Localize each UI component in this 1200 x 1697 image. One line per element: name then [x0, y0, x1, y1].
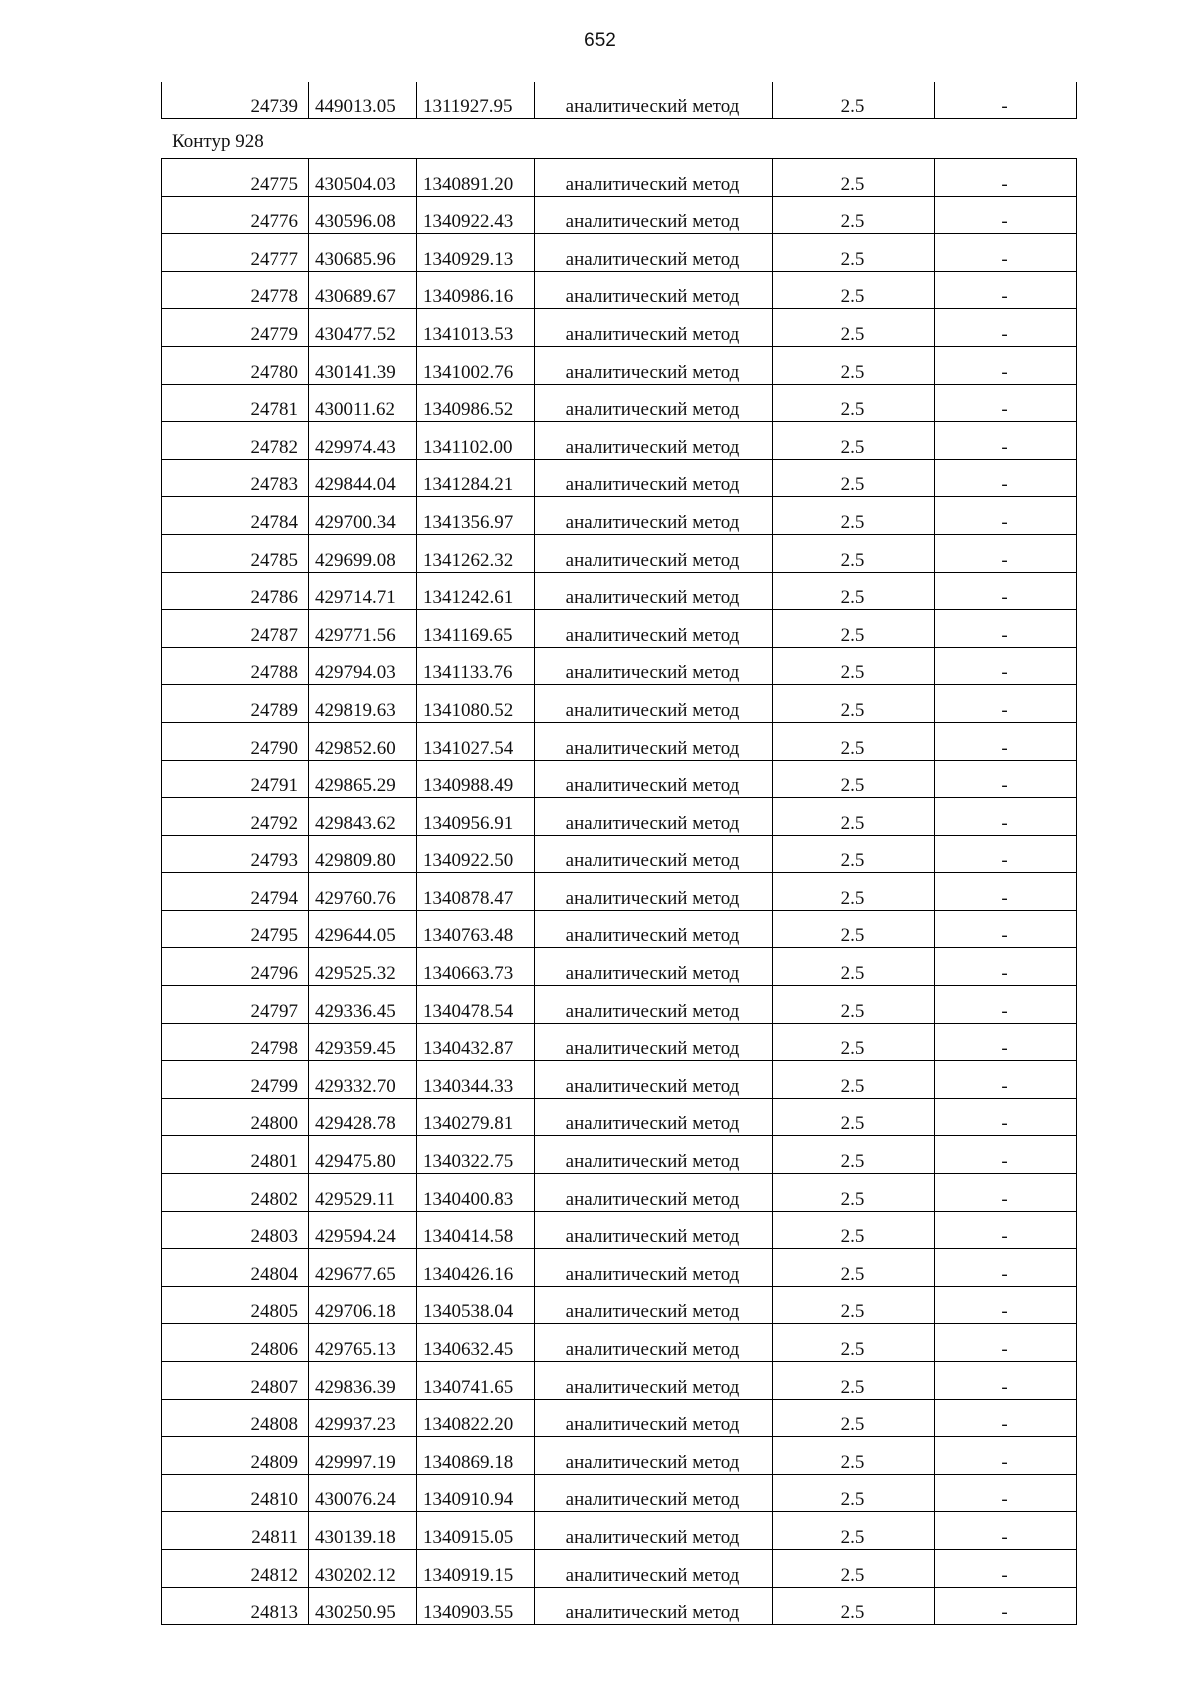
coord-y-cell: 1340432.87: [417, 1023, 535, 1061]
note-cell: -: [935, 1098, 1077, 1136]
coord-x-cell: 429865.29: [309, 760, 417, 798]
method-cell: аналитический метод: [535, 1023, 773, 1061]
coord-y-cell: 1340929.13: [417, 234, 535, 272]
method-cell: аналитический метод: [535, 948, 773, 986]
accuracy-cell: 2.5: [773, 196, 935, 234]
coord-x-cell: 429937.23: [309, 1399, 417, 1437]
table-row: [162, 610, 1077, 648]
coord-x-cell: 429714.71: [309, 572, 417, 610]
point-number-cell: 24788: [162, 647, 309, 685]
accuracy-cell: 2.5: [773, 910, 935, 948]
table-row: [162, 346, 1077, 384]
table-row: [162, 1174, 1077, 1212]
accuracy-cell: 2.5: [773, 82, 935, 119]
table-row: [162, 1286, 1077, 1324]
note-cell: -: [935, 159, 1077, 197]
coord-x-cell: 429332.70: [309, 1061, 417, 1099]
coord-x-cell: 430011.62: [309, 384, 417, 422]
method-cell: аналитический метод: [535, 1474, 773, 1512]
method-cell: аналитический метод: [535, 234, 773, 272]
note-cell: -: [935, 722, 1077, 760]
accuracy-cell: 2.5: [773, 1587, 935, 1625]
note-cell: -: [935, 948, 1077, 986]
table-row: [162, 1474, 1077, 1512]
accuracy-cell: 2.5: [773, 798, 935, 836]
note-cell: -: [935, 760, 1077, 798]
coord-x-cell: 430139.18: [309, 1512, 417, 1550]
coord-x-cell: 429844.04: [309, 459, 417, 497]
note-cell: -: [935, 82, 1077, 119]
table-row: [162, 722, 1077, 760]
coord-y-cell: 1340922.43: [417, 196, 535, 234]
method-cell: аналитический метод: [535, 572, 773, 610]
point-number-cell: 24791: [162, 760, 309, 798]
note-cell: -: [935, 1249, 1077, 1287]
coord-y-cell: 1340400.83: [417, 1174, 535, 1212]
point-number-cell: 24784: [162, 497, 309, 535]
coord-x-cell: 429760.76: [309, 873, 417, 911]
accuracy-cell: 2.5: [773, 1474, 935, 1512]
note-cell: -: [935, 798, 1077, 836]
coord-x-cell: 429819.63: [309, 685, 417, 723]
note-cell: -: [935, 1512, 1077, 1550]
coord-x-cell: 429677.65: [309, 1249, 417, 1287]
table-row: [162, 1098, 1077, 1136]
coord-x-cell: 429836.39: [309, 1362, 417, 1400]
point-number-cell: 24802: [162, 1174, 309, 1212]
coord-x-cell: 429644.05: [309, 910, 417, 948]
coord-y-cell: 1341027.54: [417, 722, 535, 760]
method-cell: аналитический метод: [535, 1174, 773, 1212]
point-number-cell: 24811: [162, 1512, 309, 1550]
point-number-cell: 24787: [162, 610, 309, 648]
coord-x-cell: 429594.24: [309, 1211, 417, 1249]
main-table-body: [162, 159, 1077, 1625]
note-cell: -: [935, 534, 1077, 572]
table-row: [162, 271, 1077, 309]
coord-x-cell: 430202.12: [309, 1549, 417, 1587]
point-number-cell: 24800: [162, 1098, 309, 1136]
table-row: [162, 159, 1077, 197]
point-number-cell: 24783: [162, 459, 309, 497]
table-row: [162, 497, 1077, 535]
coord-x-cell: 429428.78: [309, 1098, 417, 1136]
method-cell: аналитический метод: [535, 722, 773, 760]
point-number-cell: 24806: [162, 1324, 309, 1362]
coord-y-cell: 1340344.33: [417, 1061, 535, 1099]
accuracy-cell: 2.5: [773, 1286, 935, 1324]
coord-y-cell: 1341080.52: [417, 685, 535, 723]
note-cell: -: [935, 610, 1077, 648]
point-number-cell: 24792: [162, 798, 309, 836]
coordinates-table: [161, 158, 1077, 1625]
point-number-cell: 24808: [162, 1399, 309, 1437]
point-number-cell: 24786: [162, 572, 309, 610]
accuracy-cell: 2.5: [773, 572, 935, 610]
method-cell: аналитический метод: [535, 1512, 773, 1550]
coord-y-cell: 1340919.15: [417, 1549, 535, 1587]
coord-x-cell: 429525.32: [309, 948, 417, 986]
method-cell: аналитический метод: [535, 1211, 773, 1249]
table-row: [162, 1399, 1077, 1437]
method-cell: аналитический метод: [535, 1286, 773, 1324]
note-cell: -: [935, 835, 1077, 873]
coord-y-cell: 1340986.16: [417, 271, 535, 309]
coord-x-cell: 430250.95: [309, 1587, 417, 1625]
method-cell: аналитический метод: [535, 309, 773, 347]
method-cell: аналитический метод: [535, 497, 773, 535]
accuracy-cell: 2.5: [773, 1512, 935, 1550]
table-row: [162, 422, 1077, 460]
coord-x-cell: 429700.34: [309, 497, 417, 535]
note-cell: -: [935, 384, 1077, 422]
note-cell: -: [935, 1362, 1077, 1400]
accuracy-cell: 2.5: [773, 986, 935, 1024]
note-cell: -: [935, 1136, 1077, 1174]
method-cell: аналитический метод: [535, 196, 773, 234]
table-row: [162, 384, 1077, 422]
accuracy-cell: 2.5: [773, 1399, 935, 1437]
method-cell: аналитический метод: [535, 873, 773, 911]
coord-x-cell: 429699.08: [309, 534, 417, 572]
accuracy-cell: 2.5: [773, 534, 935, 572]
note-cell: -: [935, 873, 1077, 911]
table-row: [162, 1324, 1077, 1362]
point-number-cell: 24798: [162, 1023, 309, 1061]
accuracy-cell: 2.5: [773, 497, 935, 535]
point-number-cell: 24778: [162, 271, 309, 309]
table-row: [162, 82, 1077, 119]
table-row: [162, 685, 1077, 723]
accuracy-cell: 2.5: [773, 309, 935, 347]
table-row: [162, 234, 1077, 272]
point-number-cell: 24812: [162, 1549, 309, 1587]
coord-y-cell: 1341356.97: [417, 497, 535, 535]
table-row: [162, 910, 1077, 948]
coord-y-cell: 1340915.05: [417, 1512, 535, 1550]
coord-x-cell: 429843.62: [309, 798, 417, 836]
accuracy-cell: 2.5: [773, 1549, 935, 1587]
table-row: [162, 873, 1077, 911]
coord-y-cell: 1340322.75: [417, 1136, 535, 1174]
coord-x-cell: 429765.13: [309, 1324, 417, 1362]
accuracy-cell: 2.5: [773, 271, 935, 309]
accuracy-cell: 2.5: [773, 685, 935, 723]
method-cell: аналитический метод: [535, 1324, 773, 1362]
method-cell: аналитический метод: [535, 1587, 773, 1625]
coord-y-cell: 1340632.45: [417, 1324, 535, 1362]
table-row: [162, 986, 1077, 1024]
method-cell: аналитический метод: [535, 1399, 773, 1437]
note-cell: -: [935, 309, 1077, 347]
coord-y-cell: 1341284.21: [417, 459, 535, 497]
point-number-cell: 24779: [162, 309, 309, 347]
method-cell: аналитический метод: [535, 1249, 773, 1287]
table-row: [162, 1249, 1077, 1287]
point-number-cell: 24813: [162, 1587, 309, 1625]
coord-x-cell: 430504.03: [309, 159, 417, 197]
coord-y-cell: 1340478.54: [417, 986, 535, 1024]
accuracy-cell: 2.5: [773, 422, 935, 460]
coord-y-cell: 1341133.76: [417, 647, 535, 685]
accuracy-cell: 2.5: [773, 1324, 935, 1362]
table-row: [162, 1437, 1077, 1475]
note-cell: -: [935, 1061, 1077, 1099]
coord-y-cell: 1340414.58: [417, 1211, 535, 1249]
point-number-cell: 24782: [162, 422, 309, 460]
method-cell: аналитический метод: [535, 1549, 773, 1587]
coord-x-cell: 429529.11: [309, 1174, 417, 1212]
coord-x-cell: 449013.05: [309, 82, 417, 119]
coord-y-cell: 1341013.53: [417, 309, 535, 347]
accuracy-cell: 2.5: [773, 1362, 935, 1400]
table-row: [162, 647, 1077, 685]
coord-y-cell: 1340663.73: [417, 948, 535, 986]
table-row: [162, 534, 1077, 572]
coord-y-cell: 1340822.20: [417, 1399, 535, 1437]
table-row: [162, 948, 1077, 986]
coord-y-cell: 1340763.48: [417, 910, 535, 948]
coord-y-cell: 1340279.81: [417, 1098, 535, 1136]
coord-x-cell: 429794.03: [309, 647, 417, 685]
point-number-cell: 24801: [162, 1136, 309, 1174]
accuracy-cell: 2.5: [773, 610, 935, 648]
point-number-cell: 24803: [162, 1211, 309, 1249]
coord-x-cell: 429771.56: [309, 610, 417, 648]
method-cell: аналитический метод: [535, 1136, 773, 1174]
accuracy-cell: 2.5: [773, 1098, 935, 1136]
note-cell: -: [935, 647, 1077, 685]
table-row: [162, 1512, 1077, 1550]
accuracy-cell: 2.5: [773, 459, 935, 497]
coord-x-cell: 430685.96: [309, 234, 417, 272]
point-number-cell: 24793: [162, 835, 309, 873]
coord-x-cell: 429997.19: [309, 1437, 417, 1475]
coord-y-cell: 1340538.04: [417, 1286, 535, 1324]
coord-y-cell: 1340956.91: [417, 798, 535, 836]
coord-y-cell: 1340869.18: [417, 1437, 535, 1475]
point-number-cell: 24775: [162, 159, 309, 197]
point-number-cell: 24780: [162, 346, 309, 384]
method-cell: аналитический метод: [535, 534, 773, 572]
point-number-cell: 24795: [162, 910, 309, 948]
note-cell: -: [935, 1286, 1077, 1324]
note-cell: -: [935, 1211, 1077, 1249]
note-cell: -: [935, 1474, 1077, 1512]
coord-x-cell: 430596.08: [309, 196, 417, 234]
method-cell: аналитический метод: [535, 271, 773, 309]
note-cell: -: [935, 1174, 1077, 1212]
table-row: [162, 1587, 1077, 1625]
point-number-cell: 24776: [162, 196, 309, 234]
point-number-cell: 24796: [162, 948, 309, 986]
point-number-cell: 24789: [162, 685, 309, 723]
coord-x-cell: 429359.45: [309, 1023, 417, 1061]
table-row: [162, 760, 1077, 798]
note-cell: -: [935, 1399, 1077, 1437]
method-cell: аналитический метод: [535, 82, 773, 119]
accuracy-cell: 2.5: [773, 1136, 935, 1174]
point-number-cell: 24794: [162, 873, 309, 911]
accuracy-cell: 2.5: [773, 159, 935, 197]
coord-x-cell: 430076.24: [309, 1474, 417, 1512]
page-number: 652: [584, 30, 616, 51]
table-row: [162, 309, 1077, 347]
note-cell: -: [935, 1587, 1077, 1625]
coord-x-cell: 430141.39: [309, 346, 417, 384]
note-cell: -: [935, 497, 1077, 535]
accuracy-cell: 2.5: [773, 234, 935, 272]
table-row: [162, 1061, 1077, 1099]
coord-x-cell: 429475.80: [309, 1136, 417, 1174]
table-row: [162, 1549, 1077, 1587]
method-cell: аналитический метод: [535, 798, 773, 836]
accuracy-cell: 2.5: [773, 1211, 935, 1249]
coord-y-cell: 1340988.49: [417, 760, 535, 798]
method-cell: аналитический метод: [535, 760, 773, 798]
coord-y-cell: 1311927.95: [417, 82, 535, 119]
top-table-body: [162, 82, 1077, 119]
coord-y-cell: 1341169.65: [417, 610, 535, 648]
note-cell: -: [935, 1437, 1077, 1475]
accuracy-cell: 2.5: [773, 948, 935, 986]
note-cell: -: [935, 685, 1077, 723]
table-row: [162, 1023, 1077, 1061]
note-cell: -: [935, 422, 1077, 460]
contour-label: Контур 928: [172, 131, 264, 152]
accuracy-cell: 2.5: [773, 647, 935, 685]
accuracy-cell: 2.5: [773, 722, 935, 760]
method-cell: аналитический метод: [535, 1098, 773, 1136]
table-row: [162, 1136, 1077, 1174]
method-cell: аналитический метод: [535, 384, 773, 422]
note-cell: -: [935, 271, 1077, 309]
accuracy-cell: 2.5: [773, 1249, 935, 1287]
point-number-cell: 24807: [162, 1362, 309, 1400]
coord-y-cell: 1341102.00: [417, 422, 535, 460]
method-cell: аналитический метод: [535, 1362, 773, 1400]
point-number-cell: 24799: [162, 1061, 309, 1099]
accuracy-cell: 2.5: [773, 346, 935, 384]
note-cell: -: [935, 1549, 1077, 1587]
point-number-cell: 24804: [162, 1249, 309, 1287]
coord-x-cell: 429852.60: [309, 722, 417, 760]
accuracy-cell: 2.5: [773, 384, 935, 422]
coord-y-cell: 1340741.65: [417, 1362, 535, 1400]
note-cell: -: [935, 346, 1077, 384]
point-number-cell: 24809: [162, 1437, 309, 1475]
coordinates-table-continued: [161, 82, 1077, 119]
point-number-cell: 24785: [162, 534, 309, 572]
note-cell: -: [935, 910, 1077, 948]
method-cell: аналитический метод: [535, 647, 773, 685]
coord-y-cell: 1340986.52: [417, 384, 535, 422]
method-cell: аналитический метод: [535, 346, 773, 384]
accuracy-cell: 2.5: [773, 760, 935, 798]
table-row: [162, 572, 1077, 610]
point-number-cell: 24797: [162, 986, 309, 1024]
method-cell: аналитический метод: [535, 685, 773, 723]
table-row: [162, 196, 1077, 234]
method-cell: аналитический метод: [535, 422, 773, 460]
point-number-cell: 24781: [162, 384, 309, 422]
note-cell: -: [935, 1324, 1077, 1362]
point-number-cell: 24810: [162, 1474, 309, 1512]
note-cell: -: [935, 234, 1077, 272]
table-row: [162, 459, 1077, 497]
method-cell: аналитический метод: [535, 835, 773, 873]
method-cell: аналитический метод: [535, 159, 773, 197]
coord-x-cell: 429974.43: [309, 422, 417, 460]
note-cell: -: [935, 196, 1077, 234]
coord-y-cell: 1341002.76: [417, 346, 535, 384]
method-cell: аналитический метод: [535, 610, 773, 648]
method-cell: аналитический метод: [535, 459, 773, 497]
accuracy-cell: 2.5: [773, 835, 935, 873]
point-number-cell: 24777: [162, 234, 309, 272]
table-row: [162, 1211, 1077, 1249]
method-cell: аналитический метод: [535, 1061, 773, 1099]
coord-x-cell: 429706.18: [309, 1286, 417, 1324]
point-number-cell: 24790: [162, 722, 309, 760]
accuracy-cell: 2.5: [773, 1437, 935, 1475]
accuracy-cell: 2.5: [773, 1061, 935, 1099]
note-cell: -: [935, 1023, 1077, 1061]
point-number-cell: 24805: [162, 1286, 309, 1324]
note-cell: -: [935, 459, 1077, 497]
table-row: [162, 798, 1077, 836]
coord-x-cell: 430689.67: [309, 271, 417, 309]
table-row: [162, 835, 1077, 873]
note-cell: -: [935, 572, 1077, 610]
accuracy-cell: 2.5: [773, 873, 935, 911]
coord-y-cell: 1340891.20: [417, 159, 535, 197]
coord-y-cell: 1340903.55: [417, 1587, 535, 1625]
method-cell: аналитический метод: [535, 986, 773, 1024]
point-number-cell: 24739: [162, 82, 309, 119]
coord-y-cell: 1340910.94: [417, 1474, 535, 1512]
note-cell: -: [935, 986, 1077, 1024]
coord-x-cell: 430477.52: [309, 309, 417, 347]
accuracy-cell: 2.5: [773, 1174, 935, 1212]
method-cell: аналитический метод: [535, 910, 773, 948]
coord-x-cell: 429336.45: [309, 986, 417, 1024]
table-row: [162, 1362, 1077, 1400]
coord-y-cell: 1341242.61: [417, 572, 535, 610]
coord-y-cell: 1340426.16: [417, 1249, 535, 1287]
coord-x-cell: 429809.80: [309, 835, 417, 873]
method-cell: аналитический метод: [535, 1437, 773, 1475]
coord-y-cell: 1340922.50: [417, 835, 535, 873]
accuracy-cell: 2.5: [773, 1023, 935, 1061]
coord-y-cell: 1340878.47: [417, 873, 535, 911]
coord-y-cell: 1341262.32: [417, 534, 535, 572]
